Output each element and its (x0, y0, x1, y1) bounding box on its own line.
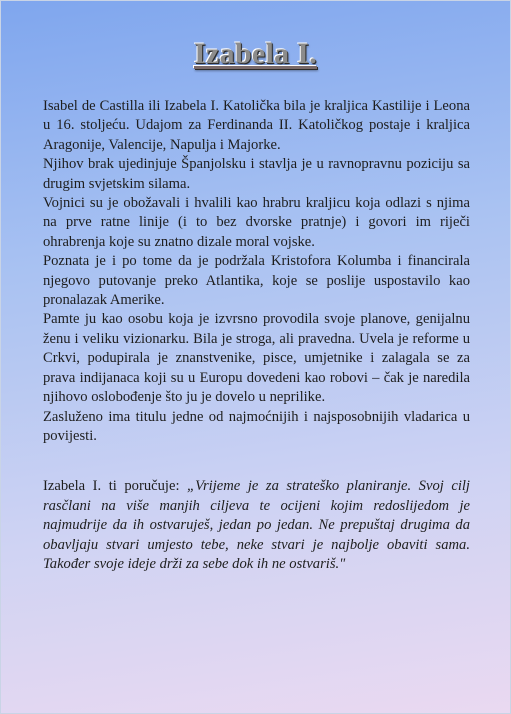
quote-text: „Vrijeme je za strateško planiranje. Svoj cilj rasčlani na više manjih ciljeva te ocijeni kojim redoslijedom je najmudrije da ih ostvaruješ, jedan po jedan. Ne prepuštaj drugima da obavljaju stvari umjesto tebe, neke stvari je najbolje obaviti sama. Također svoje ideje drži za sebe dok ih ne ostvariš." (43, 478, 470, 572)
paragraph-soldiers: Vojnici su je obožavali i hvalili kao hrabru kraljicu koja odlazi s njima na prve ratne linije (i to bez dvorske pratnje) i govori im riječi ohrabrenja koje su znatno dizale moral vojske. (43, 195, 470, 250)
paragraph-marriage: Njihov brak ujedinjuje Španjolsku i stavlja je u ravnopravnu poziciju sa drugim svjetskim silama. (43, 156, 470, 192)
page-title: Izabela I. (194, 37, 317, 70)
paragraph-spacer (43, 446, 470, 477)
quote-intro: Izabela I. ti poručuje: (43, 478, 188, 495)
quote-paragraph (43, 477, 470, 574)
paragraph-legacy: Pamte ju kao osobu koja je izvrsno provodila svoje planove, genijalnu ženu i veliku vizionarku. Bila je stroga, ali pravedna. Uvela je reforme u Crkvi, podupirala je znanstvenike, pisce, umjetnike i zalagala se za prava indijanaca koji su u Europu dovedeni kao robovi – čak je naredila njihovo oslobođenje što ju je dovelo u neprilike. (43, 311, 470, 406)
document-body (43, 97, 470, 574)
paragraph-intro: Isabel de Castilla ili Izabela I. Katolička bila je kraljica Kastilije i Leona u 16. stoljeću. Udajom za Ferdinanda II. Katoličkog postaje i kraljica Aragonije, Valencije, Napulja i Majorke. (43, 98, 470, 153)
paragraph-columbus: Poznata je i po tome da je podržala Kristofora Kolumba i financirala njegovo putovanje preko Atlantika, koje se poslije uspostavilo kao pronalazak Amerike. (43, 253, 470, 309)
paragraph-title-honor: Zasluženo ima titulu jedne od najmoćnijih i najsposobnijih vladarica u povijesti. (43, 408, 470, 444)
